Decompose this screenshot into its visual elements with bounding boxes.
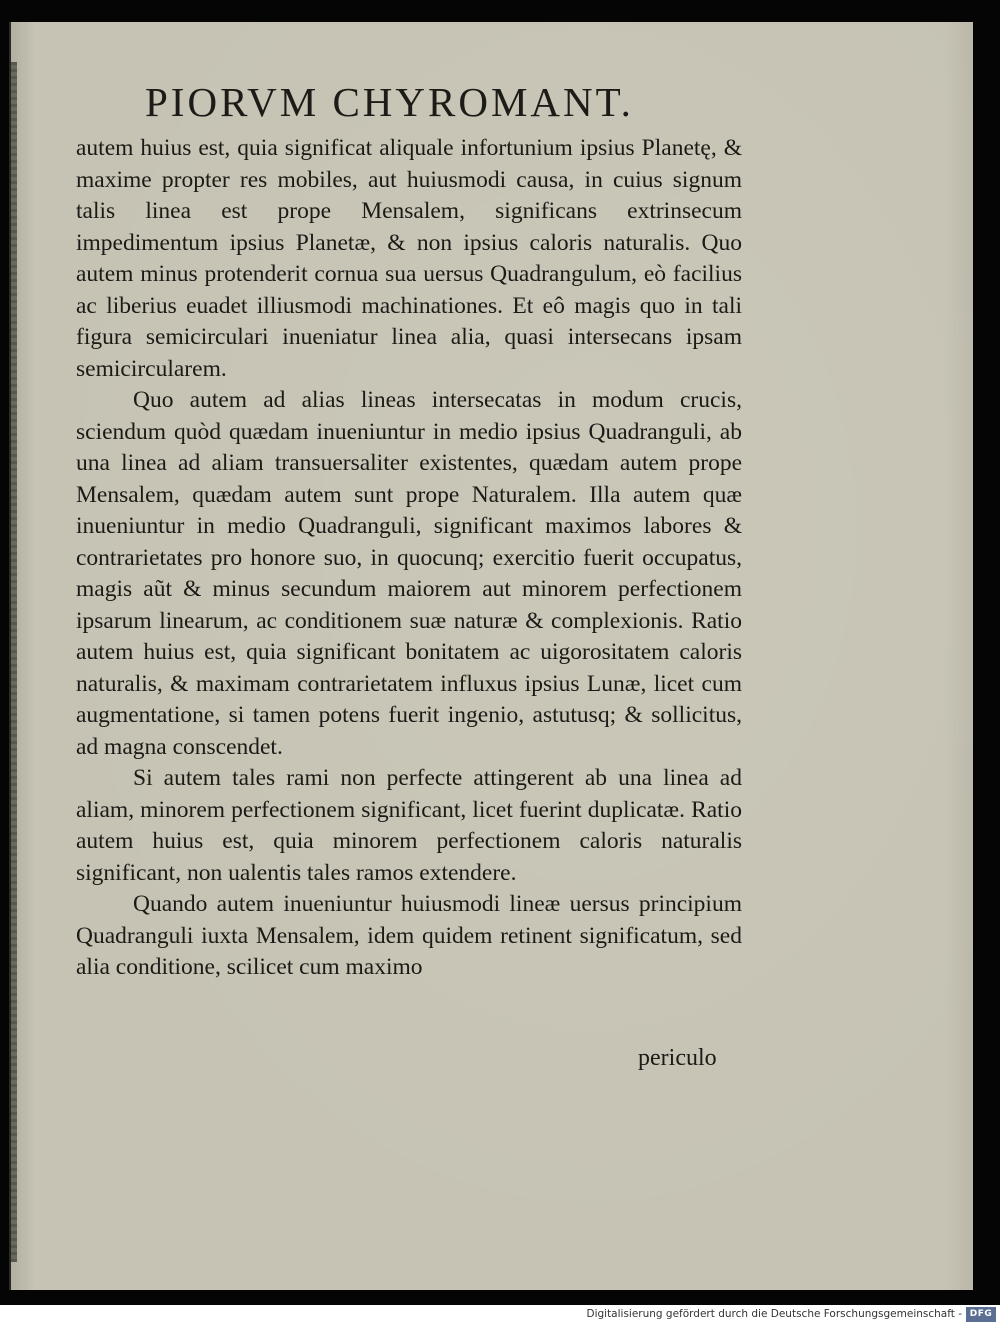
paragraph-2: Quo autem ad alias lineas intersecatas in modum crucis, sciendum quòd quædam inueniuntur in medio ipsius Quadranguli, ab una linea ad aliam transuersaliter existentes, quædam autem prope Mensalem, quædam autem sunt prope Naturalem. Illa autem quæ inueniuntur in medio Quadranguli, significant maximos labores & contrarietates pro honore suo, in quocunq; exercitio fuerit occupatus, magis aũt & minus secundum maiorem aut minorem perfectionem ipsarum linearum, ac conditionem suæ naturæ & complexionis. Ratio autem huius est, quia significant bonitatem ac uigorositatem caloris naturalis, & maximam contrarietatem influxus ipsius Lunæ, licet cum augmentatione, si tamen potens fuerit ingenio, astutusq; & sollicitus, ad magna conscendet.: [76, 387, 742, 760]
dfg-logo: DFG: [966, 1307, 996, 1322]
page-binding-edge: [11, 62, 17, 1262]
footer-bar: [0, 1305, 1000, 1325]
catchword: periculo: [638, 1045, 717, 1071]
paragraph-3: Si autem tales rami non perfecte attingerent ab una linea ad aliam, minorem perfectionem significant, licet fuerint duplicatæ. Ratio autem huius est, quia minorem perfectionem caloris naturalis significant, non ualentis tales ramos extendere.: [76, 765, 742, 886]
paragraph-1: autem huius est, quia significat aliquale infortunium ipsius Planetę, & maxime propter res mobiles, aut huiusmodi causa, in cuius signum talis linea est prope Mensalem, significans extrinsecum impedimentum ipsius Planetæ, & non ipsius caloris naturalis. Quo autem minus protenderit cornua sua uersus Quadrangulum, eò facilius ac liberius euadet illiusmodi machinationes. Et eô magis quo in tali figura semicirculari inueniatur linea alia, quasi intersecans ipsam semicircularem.: [76, 135, 742, 382]
body-text: [76, 133, 742, 984]
running-head: PIORVM CHYROMANT.: [145, 79, 634, 125]
funding-note: Digitalisierung gefördert durch die Deutsche Forschungsgemeinschaft -: [586, 1308, 962, 1320]
paragraph-4: Quando autem inueniuntur huiusmodi lineæ uersus principium Quadranguli iuxta Mensalem, idem quidem retinent significatum, sed alia conditione, scilicet cum maximo: [76, 891, 742, 980]
